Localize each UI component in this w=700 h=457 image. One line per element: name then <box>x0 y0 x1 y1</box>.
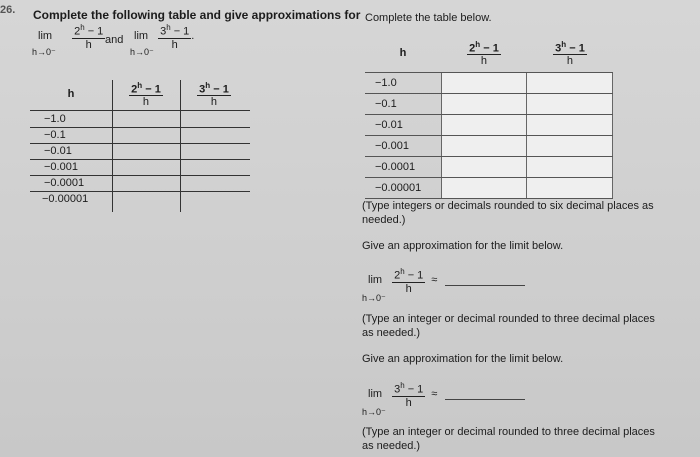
table-row: −0.01 <box>30 144 250 160</box>
answer-cell[interactable] <box>527 94 613 114</box>
answer-cell[interactable] <box>527 136 613 156</box>
table-row: −0.1 <box>365 94 613 115</box>
left-table <box>30 80 250 212</box>
col-header-2h: $\frac{2^h - 1}{h}$ <box>469 39 499 68</box>
right-table <box>365 34 613 196</box>
table-row: −0.001 <box>30 160 250 176</box>
table-row: −1.0 <box>365 73 613 94</box>
fraction: $\frac{2^h - 1}{h}$ <box>394 267 424 295</box>
lim-label: lim <box>38 30 53 43</box>
num-rest: − 1 <box>84 25 104 38</box>
and-text: and <box>105 34 124 46</box>
col-header-h: h <box>67 88 75 100</box>
lim-sub: h→0⁻ <box>362 406 386 417</box>
approx1-limit <box>362 266 525 304</box>
col-header-3h: $\frac{3^h - 1}{h}$ <box>555 39 585 68</box>
answer-cell[interactable] <box>441 178 527 198</box>
table-row: −1.0 <box>30 112 250 128</box>
left-instruction: Complete the following table and give approximations for <box>33 8 361 22</box>
approx-symbol: ≈ <box>431 388 438 401</box>
answer-cell[interactable] <box>441 94 527 114</box>
answer-cell[interactable] <box>527 178 613 198</box>
problem-number-text: 26. <box>0 4 16 16</box>
approx2-limit <box>362 380 525 418</box>
num-exp: h <box>166 23 171 32</box>
col-header-h: h <box>399 47 407 59</box>
lim-sub: h→0⁻ <box>362 292 386 303</box>
den: h <box>171 38 178 51</box>
answer-cell[interactable] <box>527 115 613 135</box>
fraction <box>158 22 191 51</box>
col-header-2h: $\frac{2^h - 1}{h}$ <box>131 80 161 109</box>
table-row: −0.01 <box>365 115 613 136</box>
lim-label: lim <box>368 388 383 401</box>
trail: . <box>191 30 195 43</box>
answer-cell[interactable] <box>441 157 527 177</box>
num-rest: − 1 <box>170 25 190 38</box>
table-row: −0.0001 <box>30 176 250 192</box>
fraction: $\frac{3^h - 1}{h}$ <box>394 381 424 409</box>
table-row: −0.00001 <box>365 178 613 199</box>
lim-label: lim <box>368 274 383 287</box>
approx-symbol: ≈ <box>431 274 438 287</box>
table-row: −0.0001 <box>365 157 613 178</box>
right-instruction: Complete the table below. <box>365 12 492 24</box>
num-exp: h <box>80 23 85 32</box>
lim-sub: h→0⁻ <box>32 46 56 57</box>
approx2-note: (Type an integer or decimal rounded to three decimal places as needed.) <box>362 426 655 452</box>
lim-label: lim <box>134 30 149 43</box>
left-limit-2 <box>130 22 194 58</box>
table-row: −0.001 <box>365 136 613 157</box>
problem-number <box>0 0 30 14</box>
answer-cell[interactable] <box>527 157 613 177</box>
fraction <box>72 22 105 51</box>
table-row: −0.1 <box>30 128 250 144</box>
left-limit-1 <box>32 22 105 58</box>
table-row: −0.00001 <box>42 193 89 205</box>
lim-sub: h→0⁻ <box>130 46 154 57</box>
approx2-prompt: Give an approximation for the limit below. <box>362 353 564 365</box>
answer-cell[interactable] <box>527 73 613 93</box>
answer-cell[interactable] <box>441 136 527 156</box>
den: h <box>85 38 92 51</box>
answer-cell[interactable] <box>441 115 527 135</box>
col-header-3h: $\frac{3^h - 1}{h}$ <box>199 80 229 109</box>
approx1-prompt: Give an approximation for the limit below. <box>362 240 564 252</box>
approx1-answer-input[interactable] <box>445 275 525 286</box>
approx2-answer-input[interactable] <box>445 389 525 400</box>
num-base: 3 <box>160 25 167 38</box>
answer-cell[interactable] <box>441 73 527 93</box>
table-note: (Type integers or decimals rounded to six decimal places as needed.) <box>362 200 654 226</box>
num-base: 2 <box>74 25 81 38</box>
approx1-note: (Type an integer or decimal rounded to three decimal places as needed.) <box>362 313 655 339</box>
